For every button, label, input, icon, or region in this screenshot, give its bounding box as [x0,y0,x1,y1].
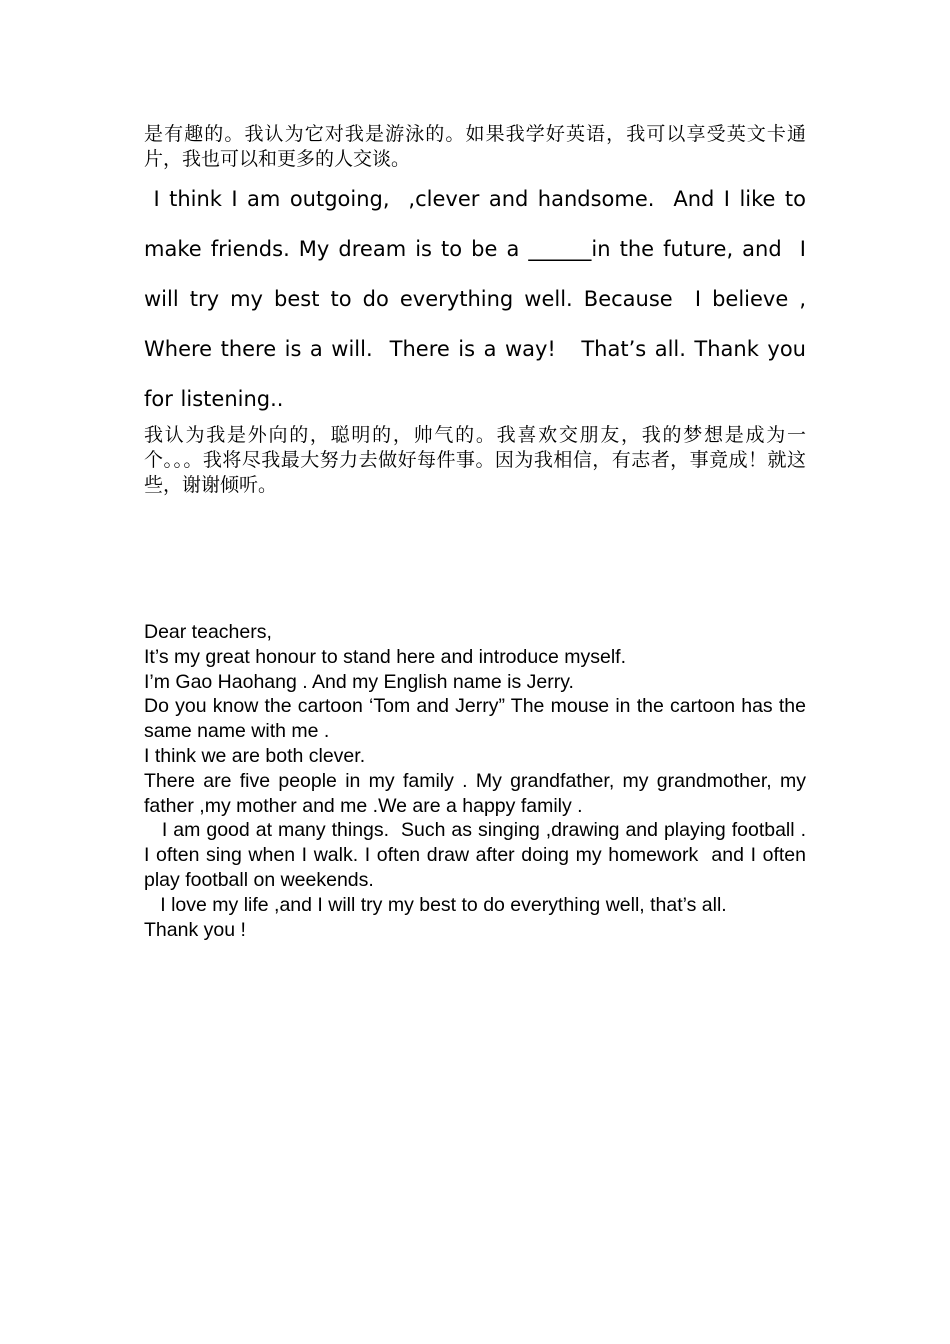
letter-closing: Thank you ! [144,918,246,941]
chinese-speech-text: 我认为我是外向的，聪明的，帅气的。我喜欢交朋友，我的梦想是成为一个。。。我将尽我最大努力去做好每件事。因为我相信，有志者，事竟成！就这些，谢谢倾听。 [144,424,806,496]
top-chinese-paragraph [144,122,806,172]
letter-paragraph-5: There are five people in my family . My grandfather, my grandmother, my father ,my mother and me .We are a happy family . [144,769,806,817]
english-speech-paragraph [144,174,822,424]
english-speech-text: I think I am outgoing, ,clever and handsome. And I like to make friends. My dream is to be a ______in the future, and I will try my best to do everything well. Because I believe , Where there is a will. There is a way! That’s all. Thank you for listening.. [144,187,822,411]
letter-paragraph-7: I love my life ,and I will try my best to do everything well, that’s all. [144,893,727,916]
letter-paragraph-3: Do you know the cartoon ‘Tom and Jerry” The mouse in the cartoon has the same name with me . [144,695,806,743]
letter-paragraph-2: I’m Gao Haohang . And my English name is Jerry. [144,670,574,693]
letter-paragraph-1: It’s my great honour to stand here and introduce myself. [144,645,626,668]
letter-paragraph-4: I think we are both clever. [144,744,366,767]
top-chinese-text: 是有趣的。我认为它对我是游泳的。如果我学好英语，我可以享受英文卡通片，我也可以和更多的人交谈。 [144,123,806,170]
letter-greeting: Dear teachers, [144,621,272,643]
introduction-letter [144,620,812,942]
chinese-speech-paragraph [144,423,806,498]
letter-paragraph-6: I am good at many things. Such as singing ,drawing and playing football . I often sing when I walk. I often draw after doing my homework and I often play football on weekends. [144,819,812,891]
